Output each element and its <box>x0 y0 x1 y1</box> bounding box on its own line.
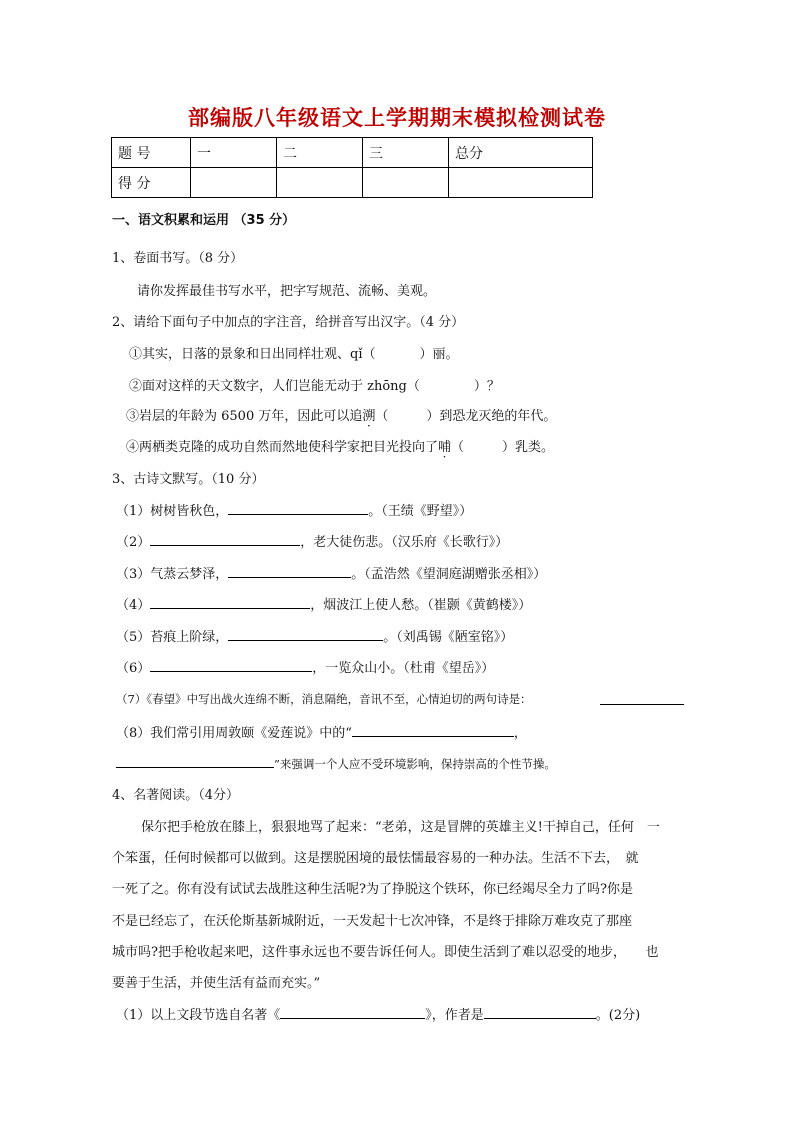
exam-title: 部编版八年级语文上学期期末模拟检测试卷 <box>188 106 606 130</box>
q4-passage-line-3: 一死了之。你有没有试试去战胜这种生活呢?为了挣脱这个铁环，你已经竭尽全力了吗?你是 <box>112 882 633 897</box>
q3-line-8 <box>116 722 527 741</box>
q3-line-5 <box>116 626 513 645</box>
q4-passage-line-4: 不是已经忘了，在沃伦斯基新城附近，一天发起十七次冲锋，不是终于排除万难攻克了那座 <box>112 914 633 929</box>
q3-line-4-blank[interactable] <box>150 594 310 609</box>
q2-item-1-text-b: ）丽。 <box>419 347 459 362</box>
q3-line-8-text-b: ， <box>513 726 527 741</box>
score-header-part3: 三 <box>363 138 449 168</box>
score-header-total: 总分 <box>449 138 593 168</box>
q3-line-2-blank[interactable] <box>150 531 300 546</box>
q2-item-2 <box>129 375 500 394</box>
q3-line-9-text: ”来强调一个人应不受环境影响，保持崇高的个性节操。 <box>274 757 556 771</box>
q3-line-3-text-a: （3）气蒸云梦泽， <box>116 567 229 582</box>
q3-line-2-text-b: ，老大徒伤悲。（汉乐府《长歌行》） <box>300 535 509 550</box>
q2-stem: 2、请给下面句子中加点的字注音，给拼音写出汉字。（4 分） <box>112 315 465 330</box>
q2-item-2-text-a: ②面对这样的天文数字，人们岂能无动于 zhōng（ <box>129 379 420 394</box>
score-header-part1: 一 <box>191 138 277 168</box>
q3-stem: 3、古诗文默写。（10 分） <box>112 472 265 487</box>
q3-line-1-text-a: （1）树树皆秋色， <box>116 504 229 519</box>
q4-stem: 4、名著阅读。（4分） <box>112 788 240 803</box>
score-row-label: 得 分 <box>112 168 191 198</box>
q4-passage-line-5: 城市吗?把手枪收起来吧，这件事永远也不要告诉任何人。即使生活到了难以忍受的地步， 也 <box>112 945 659 960</box>
q3-line-9 <box>116 753 556 772</box>
q3-line-4-text-b: ，烟波江上使人愁。（崔颢《黄鹤楼》） <box>310 598 532 613</box>
q4-sub-1 <box>116 1004 640 1023</box>
q2-item-2-text-b: ）？ <box>473 379 500 394</box>
q3-line-5-blank[interactable] <box>228 626 383 641</box>
q2-item-4-text-c: ）乳类。 <box>502 440 555 455</box>
q3-line-8-blank[interactable] <box>352 722 514 737</box>
q3-line-7: （7）《春望》中写出战火连绵不断，消息隔绝，音讯不至，心情迫切的两句诗是： <box>116 692 532 706</box>
q3-line-5-text-a: （5）苔痕上阶绿， <box>116 630 229 645</box>
q3-line-1-blank[interactable] <box>228 500 368 515</box>
score-table <box>111 137 593 198</box>
q3-line-8-text-a: （8）我们常引用周敦颐《爱莲说》中的“ <box>116 726 352 741</box>
q2-item-3-text-c: ）到恐龙灭绝的年代。 <box>426 409 557 424</box>
q4-sub-1-author-blank[interactable] <box>484 1004 596 1019</box>
q1-text: 请你发挥最佳书写水平，把字写规范、流畅、美观。 <box>137 284 437 299</box>
q4-sub-1-text-c: 。(2分) <box>595 1008 641 1023</box>
score-cell-part1[interactable] <box>191 168 277 198</box>
q2-item-1-text-a: ①其实，日落的景象和日出同样壮观、qǐ（ <box>129 347 376 362</box>
section-heading-1: 一、语文积累和运用 （35 分） <box>112 213 296 228</box>
q2-item-3-dotted-char: 溯 <box>362 409 376 424</box>
q4-sub-1-book-blank[interactable] <box>280 1004 425 1019</box>
q2-item-4-text-a: ④两栖类克隆的成功自然而然地使科学家把目光投向了 <box>126 440 439 455</box>
score-cell-total[interactable] <box>449 168 593 198</box>
q3-line-2 <box>116 531 508 550</box>
q2-item-4-paren-open: （ <box>451 440 465 455</box>
q3-line-6-text-b: ，一览众山小。（杜甫《望岳》） <box>312 661 495 676</box>
score-header-label: 题 号 <box>112 138 191 168</box>
q3-line-2-text-a: （2） <box>116 535 151 550</box>
q3-line-5-text-b: 。（刘禹锡《陋室铭》） <box>383 630 514 645</box>
q4-passage-line-1: 保尔把手枪放在膝上，狠狠地骂了起来：“老弟，这是冒牌的英雄主义!干掉自己，任何 一 <box>141 820 660 835</box>
q4-sub-1-text-b: 》，作者是 <box>425 1008 484 1023</box>
q3-line-3-blank[interactable] <box>228 563 351 578</box>
q3-line-1 <box>116 500 472 519</box>
q3-line-4-text-a: （4） <box>116 598 151 613</box>
q3-line-6-blank[interactable] <box>150 657 312 672</box>
score-table-header-row <box>112 138 593 168</box>
score-cell-part2[interactable] <box>277 168 363 198</box>
q3-line-3 <box>116 563 546 582</box>
q3-line-6 <box>116 657 494 676</box>
q4-passage-line-6: 要善于生活，并使生活有益而充实。” <box>112 976 321 991</box>
q2-item-4-dotted-char: 哺 <box>438 440 452 455</box>
score-cell-part3[interactable] <box>363 168 449 198</box>
score-table-score-row <box>112 168 593 198</box>
q2-item-3-paren-open: （ <box>375 409 389 424</box>
score-header-part2: 二 <box>277 138 363 168</box>
q4-passage-line-2: 个笨蛋，任何时候都可以做到。这是摆脱困境的最怯懦最容易的一种办法。生活不下去， 就 <box>112 851 639 866</box>
q3-line-9-blank[interactable] <box>116 753 274 768</box>
q2-item-4 <box>126 436 554 455</box>
q1-stem: 1、卷面书写。（8 分） <box>112 251 244 266</box>
q3-line-4 <box>116 594 531 613</box>
q2-item-3-text-a: ③岩层的年龄为 6500 万年，因此可以追 <box>126 409 363 424</box>
q3-line-3-text-b: 。（孟浩然《望洞庭湖赠张丞相》） <box>351 567 547 582</box>
q2-item-1 <box>129 343 459 362</box>
q3-line-6-text-a: （6） <box>116 661 151 676</box>
q3-line-1-text-b: 。（王绩《野望》） <box>368 504 473 519</box>
q3-line-7-blank[interactable] <box>600 690 684 705</box>
q2-item-3 <box>126 405 556 424</box>
q4-sub-1-text-a: （1）以上文段节选自名著《 <box>116 1008 281 1023</box>
